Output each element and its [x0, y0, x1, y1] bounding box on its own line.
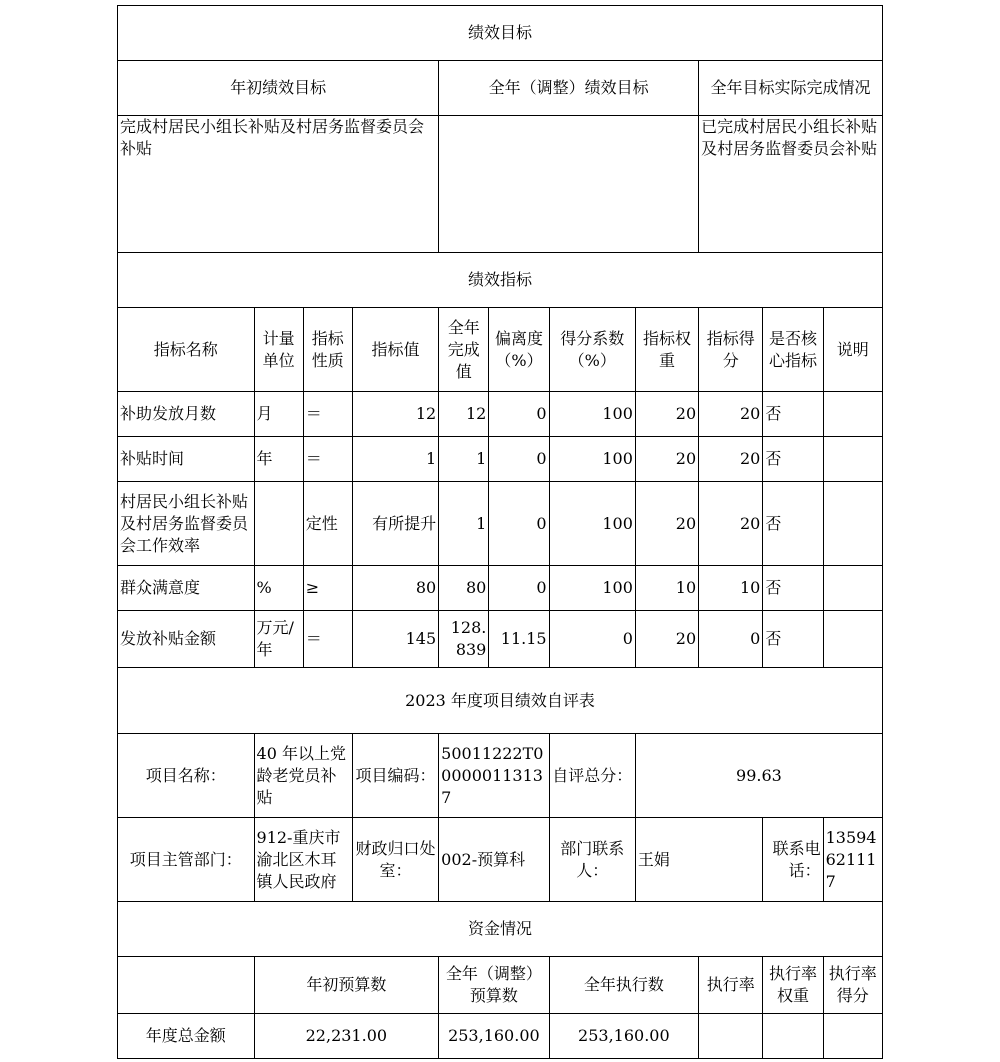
indicator-note — [823, 566, 882, 611]
indicator-weight: 10 — [635, 566, 698, 611]
indicator-name: 发放补贴金额 — [118, 611, 255, 668]
indicator-nature: ≥ — [303, 566, 352, 611]
indicator-unit: % — [254, 566, 303, 611]
indicator-actual: 128.839 — [439, 611, 489, 668]
project-finance-label: 财政归口处室： — [352, 818, 438, 902]
indicator-target: 有所提升 — [352, 482, 438, 566]
indicator-coefficient: 100 — [549, 566, 635, 611]
indicator-weight: 20 — [635, 392, 698, 437]
indicator-coefficient: 100 — [549, 437, 635, 482]
indicator-target: 12 — [352, 392, 438, 437]
indicator-weight: 20 — [635, 437, 698, 482]
project-name-label: 项目名称： — [118, 734, 255, 818]
indicator-core: 否 — [763, 482, 823, 566]
indicator-coefficient: 100 — [549, 392, 635, 437]
indicator-nature: ＝ — [303, 392, 352, 437]
indicator-header: 全年完成值 — [439, 308, 489, 392]
project-phone-label: 联系电话： — [763, 818, 823, 902]
goals-actual-text: 已完成村居民小组长补贴及村居务监督委员会补贴 — [699, 116, 883, 253]
funds-exec-rate — [699, 1014, 763, 1059]
indicator-header: 是否核心指标 — [763, 308, 823, 392]
indicator-core: 否 — [763, 392, 823, 437]
indicator-actual: 1 — [439, 482, 489, 566]
funds-executed: 253,160.00 — [549, 1014, 699, 1059]
project-name-value: 40 年以上党龄老党员补贴 — [254, 734, 352, 818]
table-row — [118, 392, 883, 437]
funds-header-blank — [118, 957, 255, 1014]
project-phone-value: 13594621117 — [823, 818, 882, 902]
funds-exec-score — [823, 1014, 882, 1059]
goals-adjusted-text — [439, 116, 699, 253]
table-row — [118, 566, 883, 611]
project-dept-value: 912-重庆市渝北区木耳镇人民政府 — [254, 818, 352, 902]
indicator-target: 145 — [352, 611, 438, 668]
indicator-actual: 12 — [439, 392, 489, 437]
project-score-label: 自评总分： — [549, 734, 635, 818]
funds-initial-budget: 22,231.00 — [254, 1014, 439, 1059]
indicator-deviation: 0 — [489, 482, 549, 566]
indicator-name: 补助发放月数 — [118, 392, 255, 437]
indicator-coefficient: 0 — [549, 611, 635, 668]
indicator-header: 计量单位 — [254, 308, 303, 392]
table-row — [118, 437, 883, 482]
indicator-nature: ＝ — [303, 437, 352, 482]
goals-header-initial: 年初绩效目标 — [118, 61, 439, 116]
goals-section-title: 绩效目标 — [118, 6, 883, 61]
indicator-score: 20 — [699, 437, 763, 482]
indicator-target: 1 — [352, 437, 438, 482]
indicator-unit — [254, 482, 303, 566]
indicator-weight: 20 — [635, 611, 698, 668]
indicator-name: 村居民小组长补贴及村居务监督委员会工作效率 — [118, 482, 255, 566]
funds-header: 全年（调整）预算数 — [439, 957, 549, 1014]
indicator-header: 指标值 — [352, 308, 438, 392]
indicator-actual: 1 — [439, 437, 489, 482]
funds-row-label: 年度总金额 — [118, 1014, 255, 1059]
indicators-section-title: 绩效指标 — [118, 253, 883, 308]
indicator-core: 否 — [763, 611, 823, 668]
indicator-core: 否 — [763, 566, 823, 611]
indicator-header: 指标得分 — [699, 308, 763, 392]
indicator-name: 补贴时间 — [118, 437, 255, 482]
indicator-weight: 20 — [635, 482, 698, 566]
project-score-value: 99.63 — [635, 734, 882, 818]
indicator-header: 指标名称 — [118, 308, 255, 392]
funds-header: 年初预算数 — [254, 957, 439, 1014]
indicator-deviation: 0 — [489, 437, 549, 482]
indicator-unit: 万元/年 — [254, 611, 303, 668]
indicator-deviation: 0 — [489, 566, 549, 611]
indicator-unit: 年 — [254, 437, 303, 482]
indicator-score: 10 — [699, 566, 763, 611]
funds-exec-weight — [763, 1014, 823, 1059]
funds-header: 执行率得分 — [823, 957, 882, 1014]
table-row — [118, 1014, 883, 1059]
funds-header: 执行率 — [699, 957, 763, 1014]
funds-section-title: 资金情况 — [118, 902, 883, 957]
indicator-coefficient: 100 — [549, 482, 635, 566]
indicator-note — [823, 482, 882, 566]
project-finance-value: 002-预算科 — [439, 818, 549, 902]
indicator-nature: ＝ — [303, 611, 352, 668]
funds-adjusted-budget: 253,160.00 — [439, 1014, 549, 1059]
goals-initial-text: 完成村居民小组长补贴及村居务监督委员会补贴 — [118, 116, 439, 253]
indicator-core: 否 — [763, 437, 823, 482]
indicator-name: 群众满意度 — [118, 566, 255, 611]
project-contact-value: 王娟 — [635, 818, 762, 902]
indicator-note — [823, 611, 882, 668]
indicator-header: 说明 — [823, 308, 882, 392]
indicator-header: 偏离度（%） — [489, 308, 549, 392]
indicator-score: 20 — [699, 392, 763, 437]
indicator-score: 0 — [699, 611, 763, 668]
indicator-deviation: 0 — [489, 392, 549, 437]
goals-header-actual: 全年目标实际完成情况 — [699, 61, 883, 116]
indicator-note — [823, 437, 882, 482]
project-code-value: 50011222T000000113137 — [439, 734, 549, 818]
table-row — [118, 611, 883, 668]
project-code-label: 项目编码： — [352, 734, 438, 818]
indicator-actual: 80 — [439, 566, 489, 611]
goals-header-adjusted: 全年（调整）绩效目标 — [439, 61, 699, 116]
funds-header: 全年执行数 — [549, 957, 699, 1014]
project-section-title: 2023 年度项目绩效自评表 — [118, 668, 883, 734]
indicator-target: 80 — [352, 566, 438, 611]
indicator-unit: 月 — [254, 392, 303, 437]
self-evaluation-table — [117, 5, 883, 1059]
indicator-score: 20 — [699, 482, 763, 566]
project-dept-label: 项目主管部门： — [118, 818, 255, 902]
indicator-note — [823, 392, 882, 437]
table-row — [118, 482, 883, 566]
funds-header: 执行率权重 — [763, 957, 823, 1014]
project-contact-label: 部门联系人： — [549, 818, 635, 902]
indicator-header: 得分系数（%） — [549, 308, 635, 392]
indicator-header: 指标权重 — [635, 308, 698, 392]
indicator-deviation: 11.15 — [489, 611, 549, 668]
indicator-header: 指标性质 — [303, 308, 352, 392]
indicator-nature: 定性 — [303, 482, 352, 566]
